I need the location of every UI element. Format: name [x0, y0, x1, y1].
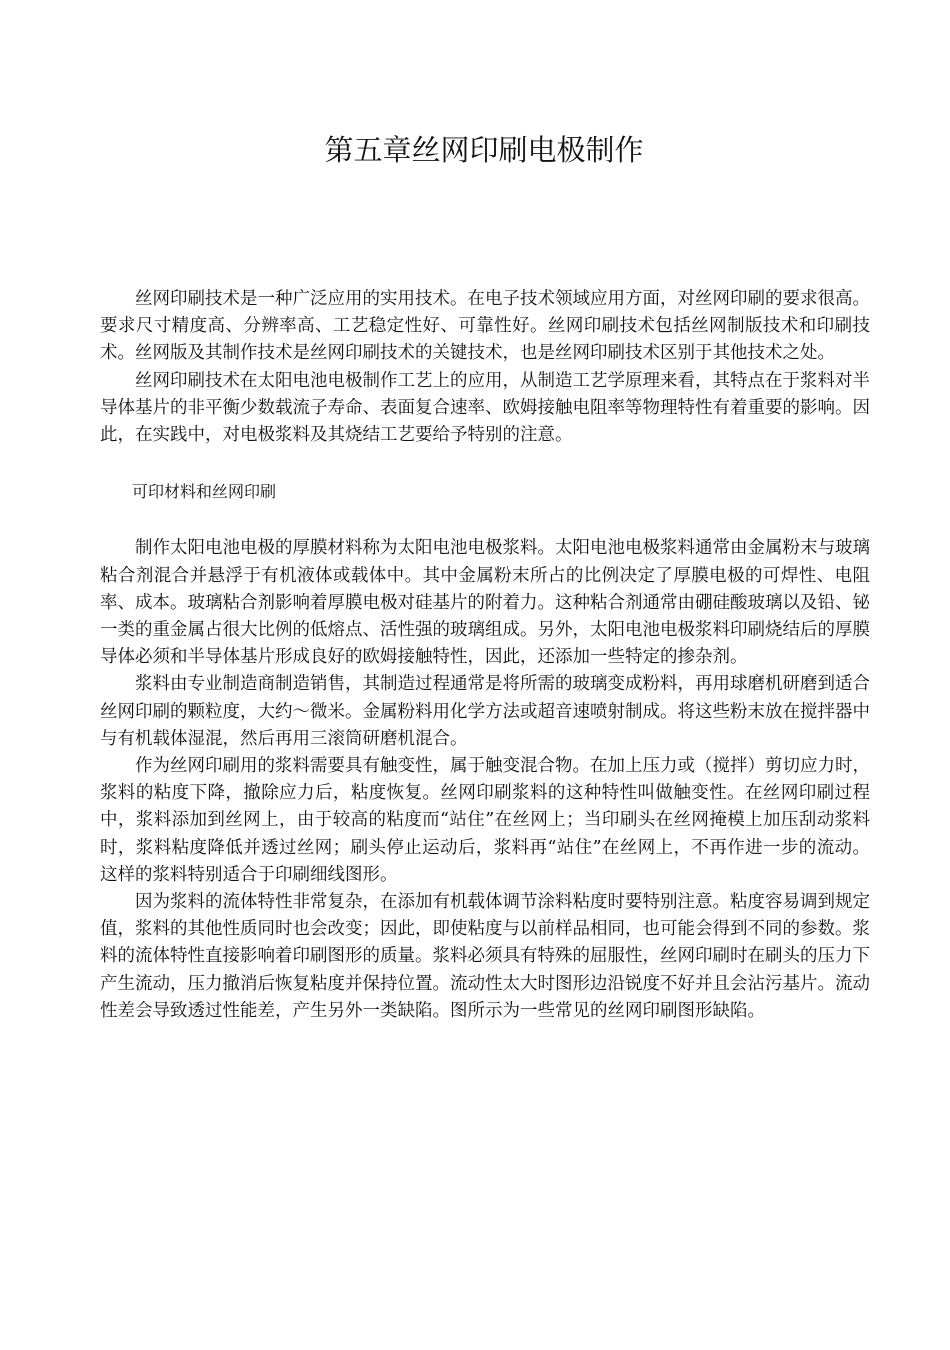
spacer [100, 449, 870, 478]
section-heading: 可印材料和丝网印刷 [132, 482, 277, 502]
paragraph-intro-1: 丝网印刷技术是一种广泛应用的实用技术。在电子技术领域应用方面，对丝网印刷的要求很高。要求尺寸精度高、分辨率高、工艺稳定性好、可靠性好。丝网印刷技术包括丝网制版技术和印刷技术。丝网版及其制作技术是丝网印刷技术的关键技术，也是丝网印刷技术区别于其他技术之处。 [100, 289, 870, 364]
paragraph-section-2: 浆料由专业制造商制造销售，其制造过程通常是将所需的玻璃变成粉料，再用球磨机研磨到适合丝网印刷的颗粒度，大约～微米。金属粉料用化学方法或超音速喷射制成。将这些粉末放在搅拌器中与有机载体湿混，然后再用三滚筒研磨机混合。 [100, 674, 870, 749]
paragraph-intro-2: 丝网印刷技术在太阳电池电极制作工艺上的应用，从制造工艺学原理来看，其特点在于浆料对半导体基片的非平衡少数载流子寿命、表面复合速率、欧姆接触电阻率等物理特性有着重要的影响。因此，在实践中，对电极浆料及其烧结工艺要给予特别的注意。 [100, 370, 870, 446]
document-body [100, 286, 870, 1025]
paragraph-section-1: 制作太阳电池电极的厚膜材料称为太阳电池电极浆料。太阳电池电极浆料通常由金属粉末与玻璃粘合剂混合并悬浮于有机液体或载体中。其中金属粉末所占的比例决定了厚膜电极的可焊性、电阻率、成本。玻璃粘合剂影响着厚膜电极对硅基片的附着力。这种粘合剂通常由硼硅酸玻璃以及铅、铋一类的重金属占很大比例的低熔点、活性强的玻璃组成。另外，太阳电池电极浆料印刷烧结后的厚膜导体必须和半导体基片形成良好的欧姆接触特性，因此，还添加一些特定的掺杂剂。 [100, 538, 870, 668]
paragraph-section-4: 因为浆料的流体特性非常复杂，在添加有机载体调节涂料粘度时要特别注意。粘度容易调到规定值，浆料的其他性质同时也会改变；因此，即使粘度与以前样品相同，也可能会得到不同的参数。浆料的流体特性直接影响着印刷图形的质量。浆料必须具有特殊的屈服性，丝网印刷时在刷头的压力下产生流动，压力撤消后恢复粘度并保持位置。流动性太大时图形边沿锐度不好并且会沾污基片。流动性差会导致透过性能差，产生另外一类缺陷。图所示为一些常见的丝网印刷图形缺陷。 [100, 892, 870, 1021]
chapter-title: 第五章丝网印刷电极制作 [324, 133, 644, 167]
paragraph-section-3: 作为丝网印刷用的浆料需要具有触变性，属于触变混合物。在加上压力或（搅拌）剪切应力时，浆料的粘度下降，撤除应力后，粘度恢复。丝网印刷浆料的这种特性叫做触变性。在丝网印刷过程中，浆料添加到丝网上，由于较高的粘度而“站住”在丝网上；当印刷头在丝网掩模上加压刮动浆料时，浆料粘度降低并透过丝网；刷头停止运动后，浆料再“站住”在丝网上，不再作进一步的流动。这样的浆料特别适合于印刷细线图形。 [100, 756, 870, 885]
spacer [100, 505, 870, 535]
